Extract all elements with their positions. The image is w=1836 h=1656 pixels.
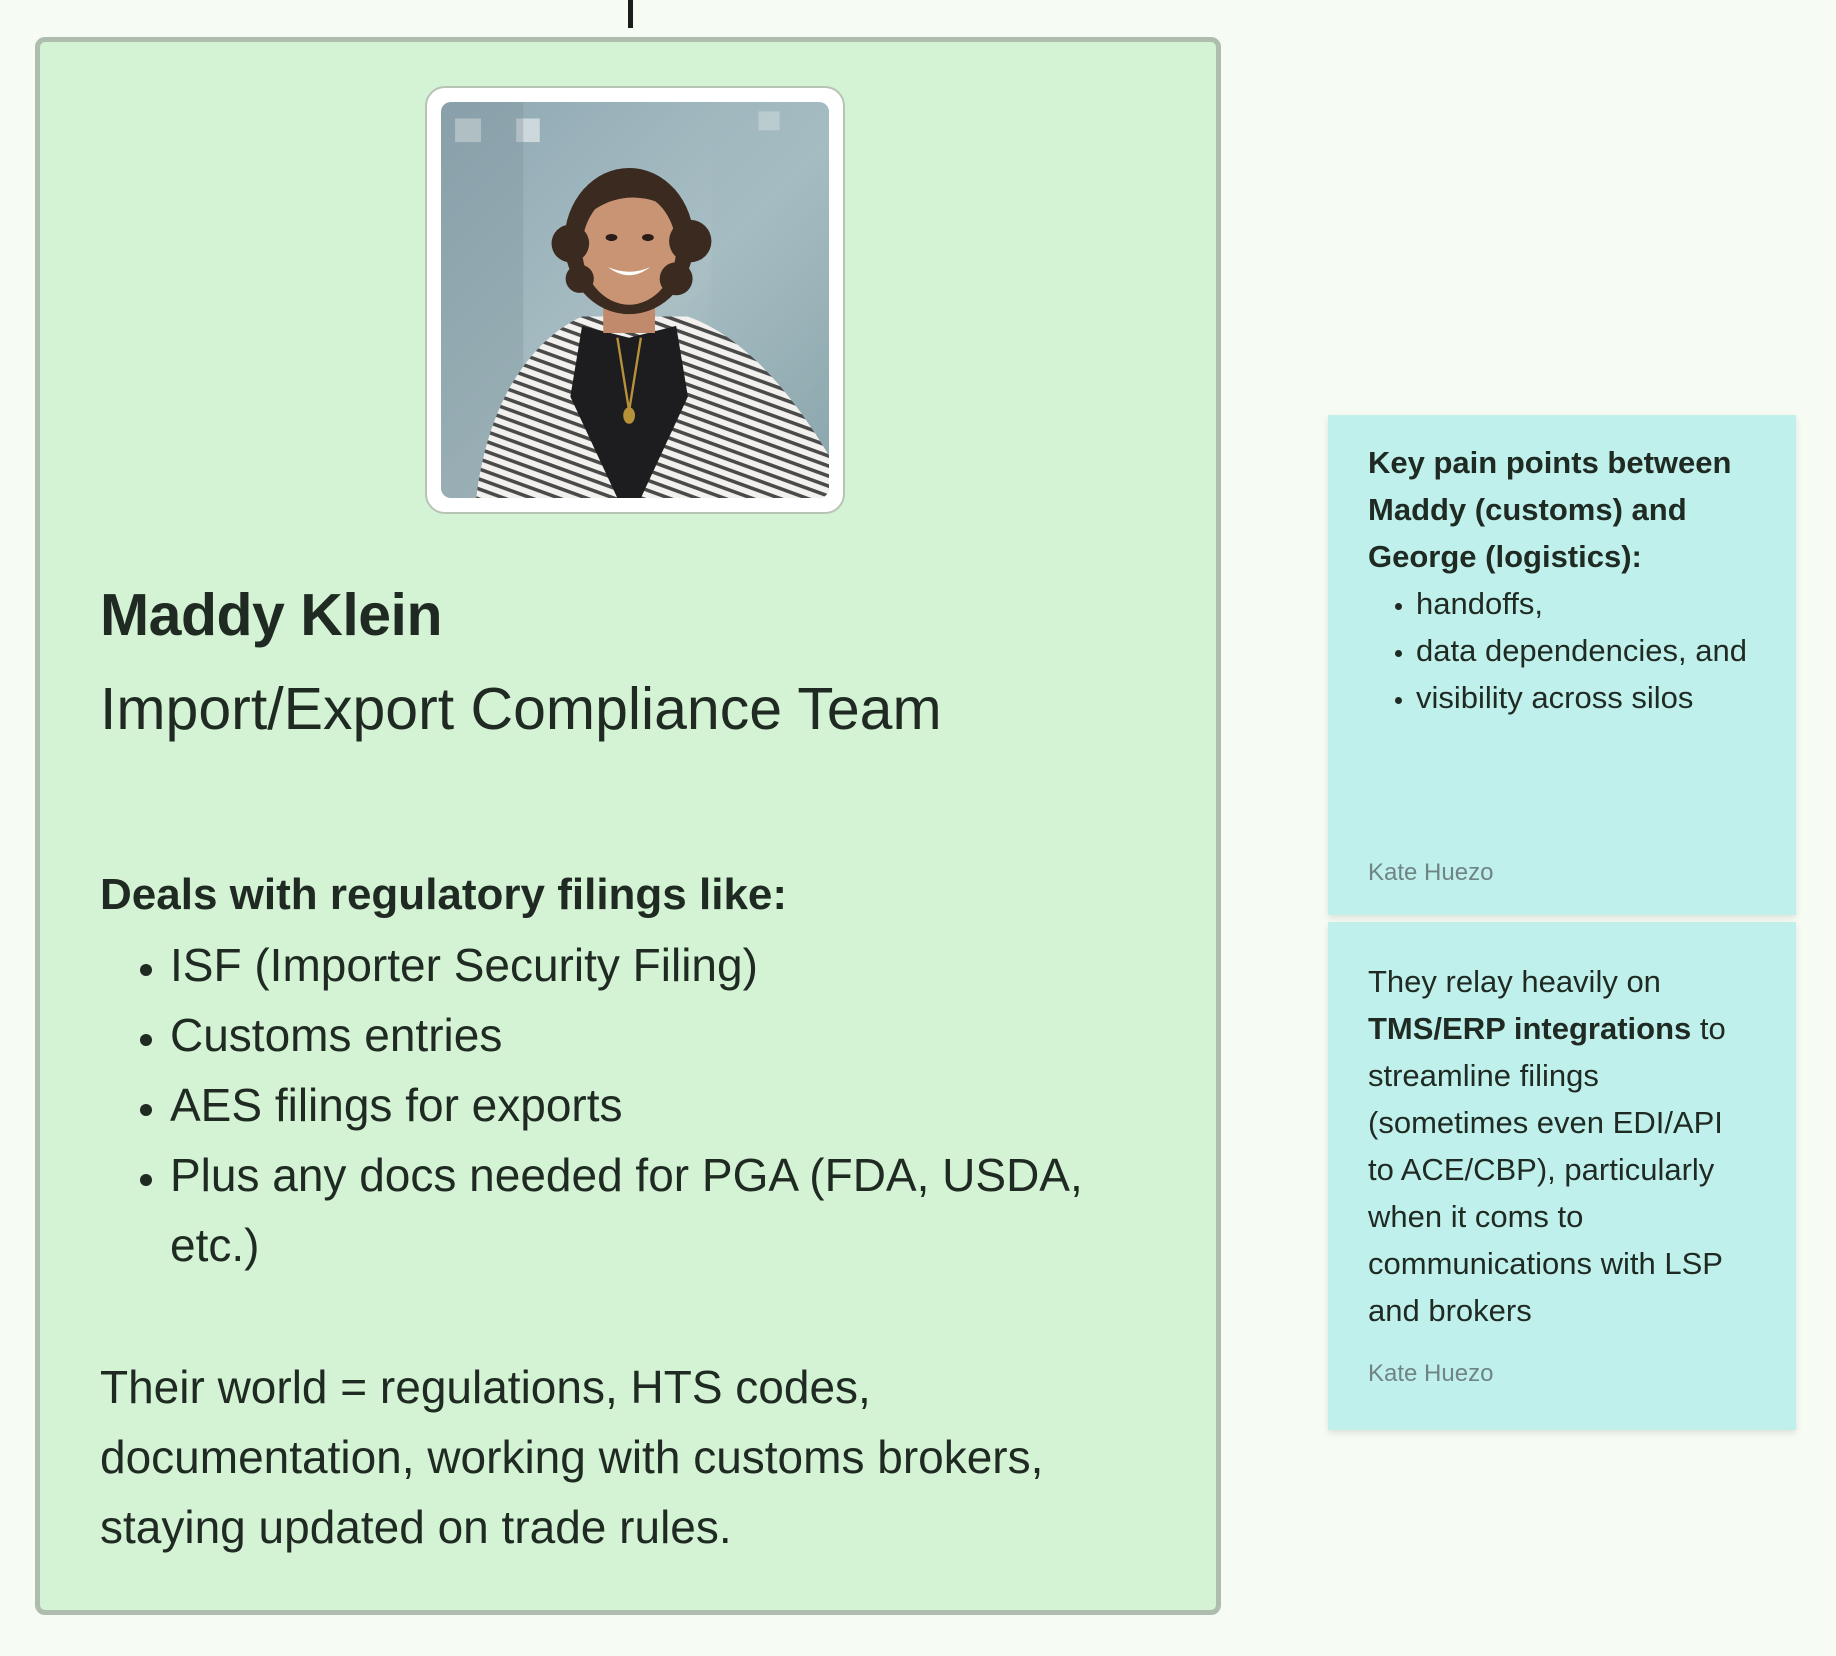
filings-heading: Deals with regulatory filings like: — [100, 870, 788, 919]
list-item: • handoffs, — [1416, 580, 1756, 627]
portrait-photo-icon — [441, 102, 829, 498]
persona-name: Maddy Klein — [100, 582, 442, 648]
list-item: • visibility across silos — [1416, 674, 1756, 721]
sticky-note-body — [1368, 958, 1756, 1334]
persona-photo — [441, 102, 829, 498]
sticky-note-title: Key pain points between Maddy (customs) and George (logistics): — [1368, 445, 1732, 574]
sticky-note-body-bold: TMS/ERP integrations — [1368, 1011, 1692, 1046]
sticky-note-body-text: They relay heavily on — [1368, 964, 1661, 999]
sticky-note-body-text: to streamline filings (sometimes even EDI/API to ACE/CBP), particularly when it coms to communications with LSP and brokers — [1368, 1011, 1726, 1328]
list-item: • Customs entries — [170, 1000, 1160, 1070]
persona-card[interactable] — [35, 37, 1221, 1615]
connector-line[interactable] — [628, 0, 633, 28]
persona-photo-frame[interactable] — [425, 86, 845, 514]
filings-list — [100, 930, 1160, 1280]
sticky-note-author: Kate Huezo — [1368, 859, 1494, 886]
list-item: • AES filings for exports — [170, 1070, 1160, 1140]
list-item: • ISF (Importer Security Filing) — [170, 930, 1160, 1000]
world-description: Their world = regulations, HTS codes, documentation, working with customs brokers, staying updated on trade rules. — [100, 1361, 1044, 1553]
sticky-note-integrations[interactable] — [1328, 922, 1796, 1430]
pain-points-list — [1368, 580, 1756, 721]
persona-team: Import/Export Compliance Team — [100, 676, 942, 742]
sticky-note-pain-points[interactable] — [1328, 415, 1796, 915]
list-item: • Plus any docs needed for PGA (FDA, USDA, etc.) — [170, 1140, 1160, 1280]
sticky-note-author: Kate Huezo — [1368, 1360, 1494, 1387]
list-item: • data dependencies, and — [1416, 627, 1756, 674]
